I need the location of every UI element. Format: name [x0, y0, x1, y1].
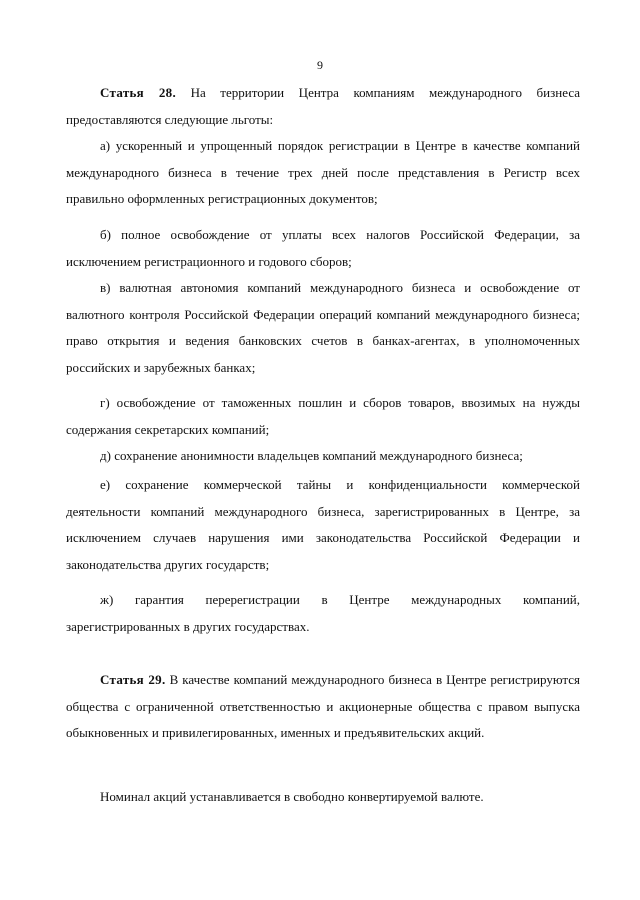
- article-28-intro-text: На территории Центра компаниям международного бизнеса предоставляются следующие льготы:: [66, 85, 581, 127]
- article-28-item-b: б) полное освобождение от уплаты всех налогов Российской Федерации, за исключением регистрационного и годового сборов;: [66, 227, 580, 269]
- article-28-intro: [66, 80, 580, 133]
- article-28-heading: Статья 28.: [100, 85, 177, 100]
- article-29-nominal: Номинал акций устанавливается в свободно конвертируемой валюте.: [100, 789, 484, 804]
- article-28-item-a: а) ускоренный и упрощенный порядок регистрации в Центре в качестве компаний международного бизнеса в течение трех дней после представления в Регистр всех правильно оформленных регистрационных документов;: [66, 138, 580, 206]
- article-28-item-g: г) освобождение от таможенных пошлин и сборов товаров, ввозимых на нужды содержания секретарских компаний;: [66, 395, 580, 437]
- article-28-item-d: д) сохранение анонимности владельцев компаний международного бизнеса;: [100, 448, 523, 463]
- article-29-heading: Статья 29.: [100, 672, 166, 687]
- article-29-body: В качестве компаний международного бизнеса в Центре регистрируются общества с ограниченной ответственностью и акционерные общества с правом выпуска обыкновенных и привилегированных, именных и предъявительских акций.: [66, 672, 580, 740]
- article-28-item-e: е) сохранение коммерческой тайны и конфиденциальности коммерческой деятельности компаний международного бизнеса, зарегистрированных в Центре, за исключением случаев нарушения ими законодательства Российской Федерации и законодательства других государств;: [66, 477, 580, 572]
- article-28-item-zh: ж) гарантия перерегистрации в Центре международных компаний, зарегистрированных в других государствах.: [66, 592, 580, 634]
- page-number: 9: [317, 58, 323, 72]
- article-28-item-v: в) валютная автономия компаний международного бизнеса и освобождение от валютного контроля Российской Федерации операций компаний международного бизнеса; право открытия и ведения банковских счетов в банках-агентах, в уполномоченных российских и зарубежных банках;: [66, 280, 580, 375]
- article-29-text: [66, 667, 580, 747]
